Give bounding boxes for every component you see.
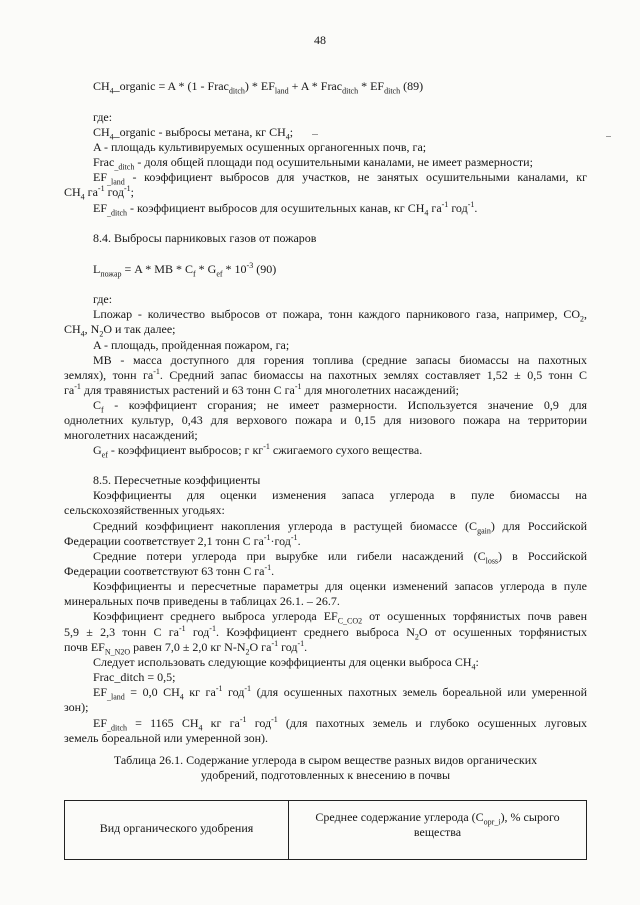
definition-cf-cont2: многолетних насаждений; (64, 428, 198, 442)
paragraph-ch4-coefficients: Следует использовать следующие коэффициенты для оценки выброса $CH_4$: (93, 655, 479, 672)
definition-cf-cont: однолетних культур, 0,43 для верхового пожара и 0,15 для низового пожара на территории (64, 413, 587, 427)
table-header-carbon-content: Среднее содержание углерода $(C_{opr\_i})$, % сырого вещества (315, 810, 560, 839)
definition-mb-cont: землях), тонн $га^{-1}$. Средний запас биомассы на пахотных землях составляет 1,52 ± 0,5 тонн С (64, 367, 588, 382)
definition-ef-land: $EF_{\_land}$ - коэффициент выбросов для участков, не занятых осушительными каналами, кг (93, 170, 587, 187)
where-label-1: где: (93, 110, 113, 124)
where-label-2: где: (93, 292, 113, 306)
scan-speck (312, 134, 318, 135)
paragraph-ef-c-co2: Коэффициент среднего выброса углерода $EF_{C\_CO2}$ от осушенных торфянистых почв равен (93, 609, 587, 626)
definition-frac-ditch: Frac$_{\_ditch}$ - доля общей площади под осушительными каналами, не имеет размерности; (93, 155, 533, 172)
definition-ef-land-units: $CH_4$ $га^{-1}$ год$^{-1}$; (64, 184, 134, 202)
paragraph-coefficients-cont: сельскохозяйственных угодьях: (64, 503, 225, 517)
definition-area: A - площадь культивируемых осушенных органогенных почв, га; (93, 140, 427, 154)
definition-area-fire: A - площадь, пройденная пожаром, га; (93, 338, 290, 352)
definition-l-pozhar-cont: $CH_4$, $N_2O$ и так далее; (64, 322, 176, 339)
paragraph-c-gain: Средний коэффициент накопления углерода в растущей биомассе $(C_{gain})$ для Российской (93, 519, 587, 536)
paragraph-mineral-soils: Коэффициенты и пересчетные параметры для оценки изменений запасов углерода в пуле (93, 579, 587, 593)
section-8-5-heading: 8.5. Пересчетные коэффициенты (93, 473, 261, 487)
table-caption-cont: удобрений, подготовленных к внесению в почвы (200, 768, 451, 782)
paragraph-c-loss: Средние потери углерода при вырубке или гибели насаждений $(C_{loss})$ в Российской (93, 549, 587, 566)
paragraph-c-loss-cont: Федерации соответствуют 63 тонн С $га^{-1}$. (64, 563, 275, 578)
table-26-1 (64, 800, 587, 860)
definition-l-pozhar: Lпожар - количество выбросов от пожара, тонн каждого парникового газа, например, $CO_2$, (93, 307, 587, 324)
definition-mb-cont2: $га^{-1}$ для травянистых растений и 63 тонн С $га^{-1}$ для многолетних насаждений; (64, 382, 459, 397)
definition-ef-ditch: $EF_{\_ditch}$ - коэффициент выбросов для осушительных канав, кг $CH_4$ $га^{-1}$ год$^{-1}$. (93, 200, 478, 218)
value-ef-land-cont: зон); (64, 700, 89, 714)
scan-speck (606, 136, 611, 137)
definition-ch4-organic: $CH_4\_organic$ - выбросы метана, кг $CH_4$; (93, 125, 294, 142)
page-number: 48 (314, 33, 326, 47)
value-ef-ditch: $EF_{\_ditch} = 1165$ $CH_4$ кг $га^{-1}$ год$^{-1}$ (для пахотных земель и глубоко осушенных луговых (93, 715, 588, 733)
value-ef-land: $EF_{\_land} = 0,0$ $CH_4$ кг $га^{-1}$ год$^{-1}$ (для осушенных пахотных земель бореальной или умеренной (93, 684, 588, 702)
paragraph-coefficients: Коэффициенты для оценки изменения запаса углерода в пуле биомассы на (93, 488, 587, 502)
paragraph-c-gain-cont: Федерации соответствует 2,1 тонн С $га^{-1}\cdot год^{-1}$. (64, 533, 301, 548)
definition-gef: $G_{ef}$ - коэффициент выбросов; г $кг^{-1}$ сжигаемого сухого вещества. (93, 442, 423, 460)
value-frac-ditch: Frac_ditch = 0,5; (93, 670, 176, 684)
definition-mb: MB - масса доступного для горения топлива (средние запасы биомассы на пахотных (93, 353, 587, 367)
paragraph-ef-c-co2-cont: 5,9 ± 2,3 тонн С $га^{-1}$ год$^{-1}$. Коэффициент среднего выброса $N_2O$ от осушенных торфянистых (64, 624, 587, 642)
paragraph-ef-n2o: почв $EF_{N\_N2O}$ равен 7,0 ± 2,0 кг $N-N_2O$ $га^{-1}$ год$^{-1}$. (64, 639, 308, 657)
table-header-fertilizer-type: Вид органического удобрения (99, 821, 254, 835)
formula-90: $L_{пожар} = A$ * MB * $C_f * G_{ef} * 10^{-3}$ (90) (93, 261, 277, 279)
paragraph-mineral-soils-cont: минеральных почв приведены в таблицах 26.1. – 26.7. (64, 594, 340, 608)
definition-cf: $C_f$ - коэффициент сгорания; не имеет размерности. Используется значение 0,9 для (93, 398, 587, 415)
section-8-4-heading: 8.4. Выбросы парниковых газов от пожаров (93, 231, 317, 245)
value-ef-ditch-cont: земель бореальной или умеренной зон). (64, 731, 269, 745)
table-caption: Таблица 26.1. Содержание углерода в сыром веществе разных видов органических (113, 753, 538, 767)
formula-89: $CH_4\_organic = A * (1$ - Frac$_{ditch}$) * $EF_{land} + A$ * Frac$_{ditch}$ * $EF_{ditch}$ (89) (93, 79, 424, 96)
